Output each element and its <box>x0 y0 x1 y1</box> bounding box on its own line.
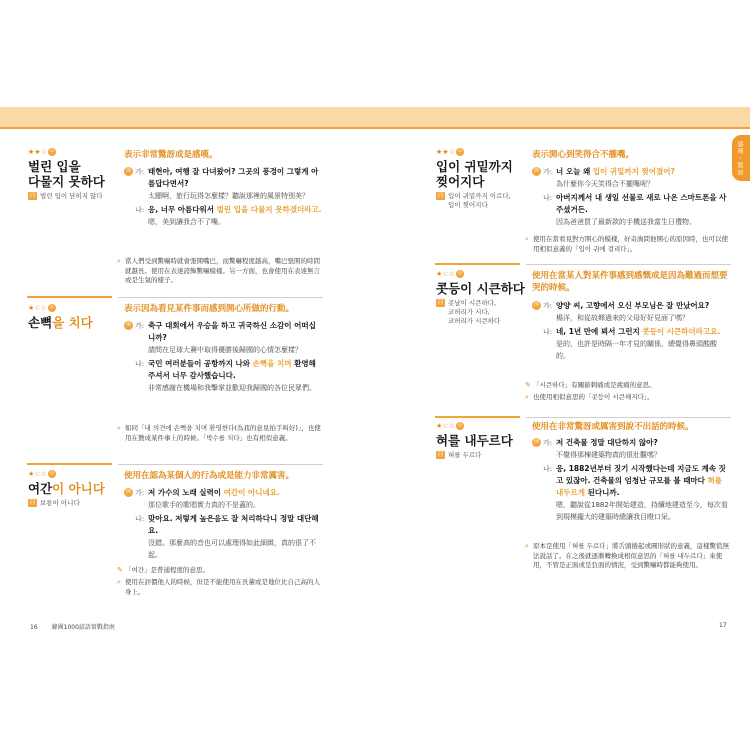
chinese-translation: 不覺得那棟建築物真的很壯觀嗎？ <box>556 451 661 459</box>
right-page <box>375 0 750 750</box>
difficulty-stars: ★★☆ 中 <box>436 148 463 156</box>
usage-note: ⌕ 使用在當看見對方開心的模樣，好奇詢問他開心的原因時，也可以使用相似意義的「입이 귀에 걸리다」。 <box>525 235 728 253</box>
entry-headword-block <box>28 470 118 508</box>
star-badge-icon: 中 <box>457 271 463 277</box>
meaning-heading: 表示非常驚訝或是感嘆。 <box>124 150 218 160</box>
korean-sentence: 저 가수의 노래 실력이 여간이 아니네요. <box>148 488 280 497</box>
chinese-translation: 嗯，美到讓我合不了嘴。 <box>148 218 225 226</box>
meaning-heading: 使用在非常驚訝或厲害到說不出話的時候。 <box>532 422 694 432</box>
book-title: 韓國1000諺語實戰指南 <box>51 624 115 631</box>
gloss: 同 입이 귀밑까지 이르다, 입이 찢어지다 <box>437 192 511 209</box>
chinese-translation: 沒錯。那麼高的音也可以處理得如此細緻，真的很了不起。 <box>148 539 316 559</box>
korean-sentence: 맞아요. 저렇게 높은음도 잘 처리하다니 정말 대단해요. <box>148 514 319 535</box>
highlighted-phrase: 입이 귀밑까지 찢어졌어? <box>592 167 675 176</box>
dialogue <box>532 300 729 362</box>
entry-divider-gray <box>118 464 323 465</box>
entry-headword-block <box>28 304 118 330</box>
speaker-icon: 例 <box>125 168 131 174</box>
dialogue-line: 나: 아버지께서 내 생일 선물로 새로 나온 스마트폰을 사 주셨거든. <box>532 192 729 216</box>
note-icon: ⌕ <box>117 578 121 586</box>
korean-sentence: 양양 씨, 고향에서 오신 부모님은 잘 만났어요? <box>556 301 710 310</box>
meaning-heading: 表示開心到笑得合不攏嘴。 <box>532 150 635 160</box>
page-number: 17 <box>719 622 727 629</box>
chapter-side-tab-label: 感嘆・驚訝 <box>736 141 743 176</box>
dialogue-line: 나: 네, 1년 만에 뵈서 그런지 콧등이 시큰하더라고요. <box>543 327 721 336</box>
usage-note: ✎ 「여간」是普通程度的意思。 <box>117 566 210 574</box>
usage-note: ⌕ 當人們受到驚嚇時就會張開嘴巴，而驚嚇程度越高，嘴巴張開的時間就越長。使用在表達誇飾驚嚇模樣。另一方面，也會使用在表達無言或是生氣的樣子。 <box>117 257 320 284</box>
entry-headword-block <box>436 270 526 326</box>
entry-divider-gray <box>118 297 323 298</box>
chinese-translation: 非常感謝在機場和我擊掌並歡迎我歸國的各位民眾們。 <box>148 384 316 392</box>
korean-sentence: 너 오늘 왜 입이 귀밑까지 찢어졌어? <box>556 167 675 176</box>
headword: 손뼉을 치다 <box>28 315 93 330</box>
page-footer <box>30 622 115 631</box>
speaker-icon: 例 <box>533 168 539 174</box>
star-badge-icon: 中 <box>49 305 55 311</box>
korean-sentence: 축구 대회에서 우승을 하고 귀국하신 소감이 어떠십니까? <box>148 321 316 342</box>
usage-note: ⌕ 也使用相似意思的「콧등이 시큰해지다」。 <box>525 393 654 401</box>
chinese-translation: 太顯啊，旅行玩得怎麼樣？聽說那裡的風景特別美？ <box>148 192 309 200</box>
equals-icon: 同 <box>29 500 35 506</box>
note-icon: ⌕ <box>525 393 529 401</box>
star-badge-icon: 中 <box>457 423 463 429</box>
dialogue-line: 나: 응, 1882년부터 짓기 시작했다는데 지금도 계속 짓고 있잖아. 건축물의 엄청난 규모를 볼 때마다 혀를 내두르게 된다니까. <box>532 463 729 499</box>
headword: 입이 귀밑까지 찢어지다 <box>436 159 513 189</box>
entry-divider <box>435 263 520 265</box>
star-badge-icon: 中 <box>457 149 463 155</box>
speaker-icon: 例 <box>125 489 131 495</box>
dialogue-line: 例 가: 양양 씨, 고향에서 오신 부모님은 잘 만났어요? <box>533 301 710 310</box>
highlighted-phrase: 혀를 내두르게 <box>556 476 723 497</box>
difficulty-stars: ★☆☆ 中 <box>28 304 55 312</box>
chinese-translation: 楊洋，和從故鄉過來的父母好好見面了嗎？ <box>556 314 689 322</box>
usage-note: ✎ 「시큰하다」有關節刺痛或是疲痛的意思。 <box>525 381 656 389</box>
gloss: 同 벌린 입이 닫히지 않다 <box>29 192 103 200</box>
dialogue-line: 나: 국민 여러분들이 공항까지 나와 손뼉을 치며 환영해 주셔서 너무 감사했습니다. <box>124 358 322 382</box>
star-badge-icon: 中 <box>49 149 55 155</box>
korean-sentence: 저 건축물 정말 대단하지 않아? <box>556 438 658 447</box>
korean-sentence: 응, 너무 아름다워서 벌린 입을 다물지 못하겠더라고. <box>148 205 322 214</box>
gloss: 同 보통이 아니다 <box>29 499 80 507</box>
chinese-translation: 請問在足球大賽中取得優勝後歸國的心情怎麼樣？ <box>148 346 302 354</box>
difficulty-stars: ★☆☆ 中 <box>28 470 55 478</box>
meaning-heading: 使用在認為某個人的行為或是能力非常厲害。 <box>124 471 295 481</box>
korean-sentence: 태현아, 여행 잘 다녀왔어? 그곳의 풍경이 그렇게 아름답다면서? <box>148 167 319 188</box>
dialogue-line: 例 가: 태현아, 여행 잘 다녀왔어? 그곳의 풍경이 그렇게 아름답다면서? <box>124 166 322 190</box>
usage-note: ⌕ 使用在評價他人的時候，但是不能使用在長輩或是地位比自己高的人身上。 <box>117 578 320 596</box>
highlighted-phrase: 손뼉을 치며 <box>252 359 292 368</box>
highlighted-phrase: 벌린 입을 다물지 못하겠더라고. <box>216 205 322 214</box>
chinese-translation: 嗯，聽說從1882年開始建造，持續地建造至今，每次看到規模龐大的建築時總讓我目瞪口呆。 <box>556 501 728 521</box>
highlighted-phrase: 여간이 아니네요. <box>223 488 280 497</box>
equals-icon: 同 <box>437 452 443 458</box>
entry-divider <box>27 296 112 298</box>
chinese-translation: 是的，也許是時隔一年才見的關係，總覺得鼻頭酸酸的。 <box>556 340 717 360</box>
dialogue <box>532 166 729 228</box>
korean-sentence: 아버지께서 내 생일 선물로 새로 나온 스마트폰을 사 주셨거든. <box>556 193 727 214</box>
speaker-icon: 例 <box>533 302 539 308</box>
difficulty-stars: ★☆☆ 中 <box>436 422 463 430</box>
dialogue <box>124 166 322 228</box>
dialogue-line: 나: 응, 너무 아름다워서 벌린 입을 다물지 못하겠더라고. <box>135 205 322 214</box>
entry-headword-block <box>436 422 526 460</box>
gloss: 同 콧날이 시큰하다, 코허리가 시다, 코허리가 시큰하다 <box>437 299 501 325</box>
dialogue-line: 例 가: 너 오늘 왜 입이 귀밑까지 찢어졌어? <box>533 167 675 176</box>
dialogue <box>124 487 322 561</box>
chinese-translation: 為什麼你今天笑得合不攏嘴呢？ <box>556 180 654 188</box>
equals-icon: 同 <box>437 193 443 199</box>
page-number: 16 <box>30 624 38 631</box>
meaning-heading: 使用在當某人對某件事感到感慨或是因為難過而想要哭的時候。 <box>532 271 728 293</box>
star-badge-icon: 中 <box>49 471 55 477</box>
entry-divider <box>435 416 520 418</box>
korean-sentence: 네, 1년 만에 뵈서 그런지 콧등이 시큰하더라고요. <box>556 327 721 336</box>
gloss: 同 혀를 두르다 <box>437 451 482 459</box>
entry-headword-block <box>28 148 118 201</box>
chinese-translation: 那位歌手的歌唱實力真的不是蓋的。 <box>148 501 260 509</box>
meaning-heading: 表示因為看見某件事而感到開心所做的行動。 <box>124 304 295 314</box>
dialogue-line: 例 가: 저 건축물 정말 대단하지 않아? <box>533 438 658 447</box>
page-footer <box>719 622 727 629</box>
headword: 콧등이 시큰하다 <box>436 281 525 296</box>
entry-headword-block <box>436 148 526 210</box>
dialogue-line: 例 가: 저 가수의 노래 실력이 여간이 아니네요. <box>125 488 280 497</box>
entry-divider <box>27 463 112 465</box>
entry-divider-gray <box>526 264 731 265</box>
equals-icon: 同 <box>437 300 443 306</box>
difficulty-stars: ★☆☆ 中 <box>436 270 463 278</box>
headword: 벌린 입을 다물지 못하다 <box>28 159 105 189</box>
chinese-translation: 因為爸爸買了最新款的手機送我當生日禮物。 <box>556 218 696 226</box>
dialogue-line: 例 가: 축구 대회에서 우승을 하고 귀국하신 소감이 어떠십니까? <box>124 320 322 344</box>
usage-note: ⌕ 原本是使用「혀를 두르다」將舌頭捲起或圓形狀的意義，這樣驚慌無法說話了。在之後就逐漸轉換成相似意思的「혀를 내두르다」來使用，不管是正面或是負面的情況，受到驚嚇時都能夠使用。 <box>525 542 729 569</box>
note-icon: ⌕ <box>117 257 121 265</box>
note-icon: ⌕ <box>525 542 529 550</box>
dialogue-line: 나: 맞아요. 저렇게 높은음도 잘 처리하다니 정말 대단해요. <box>124 513 322 537</box>
korean-sentence: 국민 여러분들이 공항까지 나와 손뼉을 치며 환영해 주셔서 너무 감사했습니다. <box>148 359 316 380</box>
headword: 여간이 아니다 <box>28 481 105 496</box>
highlighted-phrase: 콧등이 시큰하더라고요. <box>642 327 721 336</box>
note-icon: ⌕ <box>117 424 121 432</box>
equals-icon: 同 <box>29 193 35 199</box>
usage-note: ⌕ 如同「내 의견에 손뼉을 치며 환영한다(為我的意見拍手叫好)」，也使用在贊成某件事上的時候。「박수를 치다」也有相似意義。 <box>117 424 321 442</box>
note-icon: ⌕ <box>525 235 529 243</box>
note-icon: ✎ <box>525 381 531 389</box>
dialogue <box>532 437 729 523</box>
entry-divider-gray <box>526 417 731 418</box>
difficulty-stars: ★★☆ 中 <box>28 148 55 156</box>
headword: 혀를 내두르다 <box>436 433 513 448</box>
dialogue <box>124 320 322 394</box>
speaker-icon: 例 <box>125 322 131 328</box>
speaker-icon: 例 <box>533 439 539 445</box>
note-icon: ✎ <box>117 566 123 574</box>
korean-sentence: 응, 1882년부터 짓기 시작했다는데 지금도 계속 짓고 있잖아. 건축물의 엄청난 규모를 볼 때마다 혀를 내두르게 된다니까. <box>556 464 726 497</box>
